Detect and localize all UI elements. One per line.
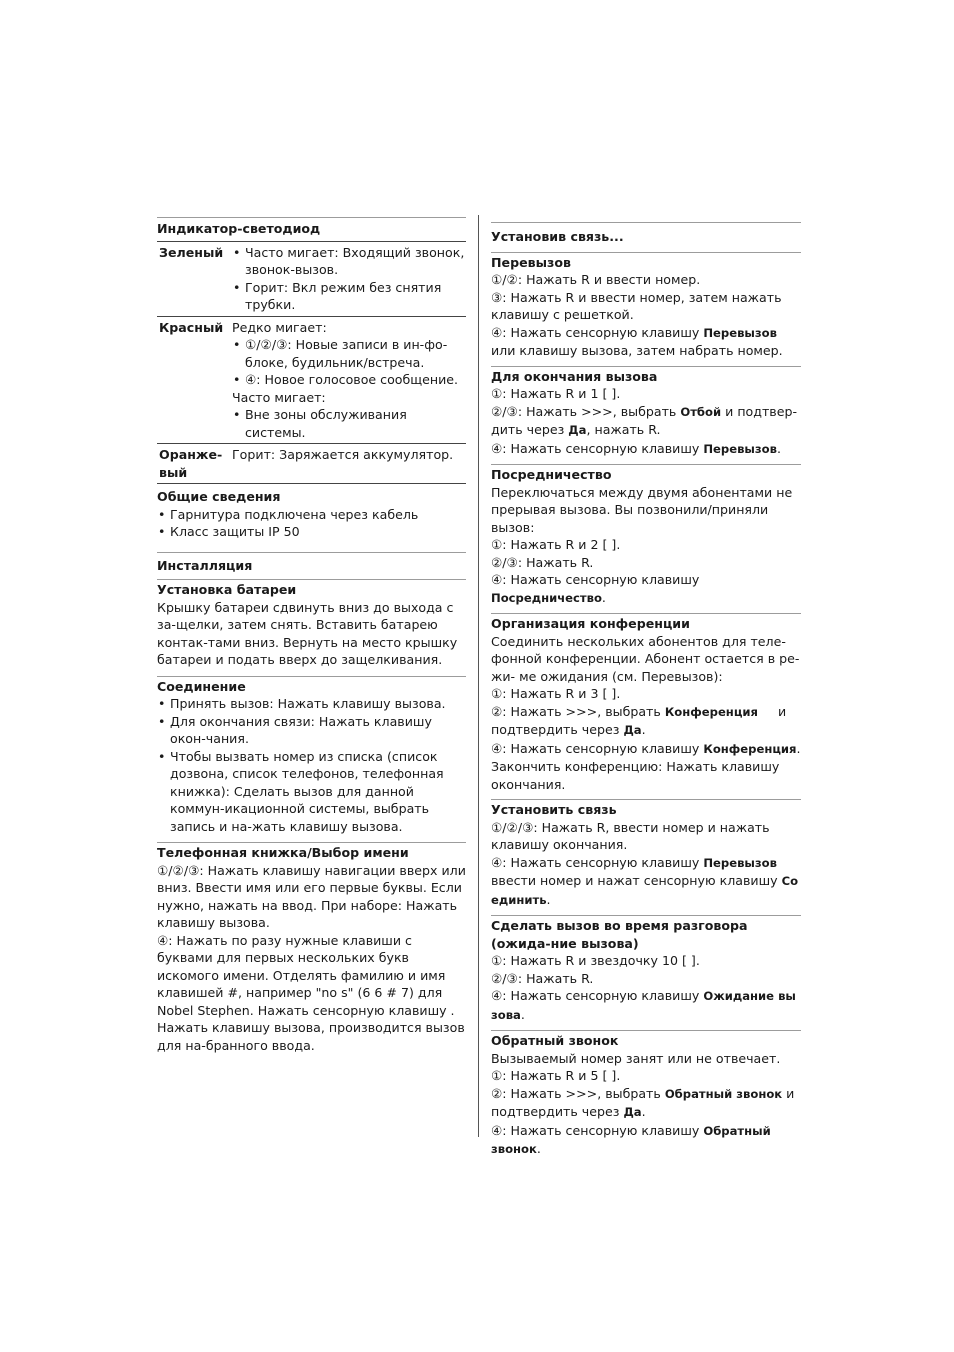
text-run: ④: Нажать сенсорную клавишу [491,324,704,340]
indicator-color-red: Красный [157,316,232,444]
conference-line-1: ①: Нажать R и 3 [ ]. [491,686,621,701]
text-run: и подтвердить через [491,1085,795,1119]
connected-title: Установив связь... [491,229,624,244]
text-run: . [601,589,606,605]
text-run: ④: Нажать сенсорную клавишу [491,740,704,756]
phonebook-text-2: ④: Нажать по разу нужные клавиши с буквами для первых нескольких букв искомого имени. Отделять фамилию и имя клавишей #, например "no s" (6 6 # 7) для Nobel Stephen. Нажать сенсорную клавишу . Нажать клавишу вызова, производится вызов для на-бранного ввода. [157,932,465,1053]
endcall-line-1: ①: Нажать R и 1 [ ]. [491,386,621,401]
softkey-label: Конференция [664,704,758,719]
text-run: . [546,891,551,907]
softkey-label: Да [623,1105,642,1119]
right-column [491,222,801,1159]
broker-title: Посредничество [491,467,612,482]
phonebook-text-1: ①/②/③: Нажать клавишу навигации вверх или вниз. Ввести имя или его первые буквы. Если нужно, нажать на ввод. При наборе: Нажать клавишу вызова. [157,862,466,930]
left-column [157,217,466,1054]
softkey-label: Обратный звонок [491,1123,771,1156]
softkey-label: Да [623,723,642,737]
recall-line-3 [491,324,801,360]
list-item: • Часто мигает: Входящий звонок, звонок-вызов. [232,244,466,279]
indicator-color-green: Зеленый [159,244,224,260]
connection-title: Соединение [157,678,246,694]
general-list [157,506,466,541]
list-item: • ④: Новое голосовое сообщение. [232,371,466,389]
conference-line-4: Закончить конференцию: Нажать клавишу окончания. [491,759,780,792]
indicator-line: Горит: Заряжается аккумулятор. [232,447,454,462]
text-run: . [520,1006,525,1022]
text-run: ②: Нажать >>>, выбрать [491,703,665,719]
broker-text: Переключаться между двумя абонентами не прерывая вызова. Вы позвонили/приняли вызов: [491,484,793,535]
establish-line-1: ①/②/③: Нажать R, ввести номер и нажать клавишу окончания. [491,819,770,852]
broker-line-1: ①: Нажать R и 2 [ ]. [491,537,621,552]
recall-line-2: ③: Нажать R и ввести номер, затем нажать клавишу с решеткой. [491,289,782,322]
endcall-line-3 [491,440,801,459]
text-run: . [796,740,801,756]
text-run: ④: Нажать сенсорную клавишу [491,440,704,456]
connection-list [157,695,466,835]
indicator-table [157,241,466,485]
softkey-label: Посредничество [491,590,602,605]
column-divider [478,215,479,1137]
list-item: • Класс защиты IP 50 [157,523,466,541]
battery-title: Установка батареи [157,582,297,597]
establish-line-2 [491,854,801,910]
text-run: ввести номер и нажат сенсорную клавишу [491,873,782,888]
softkey-label: Конференция [703,741,797,756]
callback-line-3 [491,1122,801,1159]
indicator-desc [232,316,466,444]
conference-line-3 [491,740,801,759]
text-run: и подтвер-дить через [491,403,798,437]
waiting-title: Сделать вызов во время разговора (ожида-ние вызова) [491,918,748,951]
battery-text: Крышку батареи сдвинуть вниз до выхода с за-щелки, затем снять. Вставить батарею контак-тами вниз. Вернуть на место крышку батареи и подать вверх до защелкивания. [157,599,458,667]
waiting-line-2: ②/③: Нажать R. [491,970,594,986]
endcall-title: Для окончания вызова [491,368,658,384]
text-run: , нажать R. [586,422,661,437]
text-run: . [776,440,781,456]
softkey-label: Обратный звонок [664,1086,783,1101]
softkey-label: Да [568,423,587,437]
text-run: ②: Нажать >>>, выбрать [491,1085,665,1101]
callback-line-2 [491,1085,801,1122]
indicator-line: Редко мигает: [232,319,327,335]
list-item: • Принять вызов: Нажать клавишу вызова. [157,695,466,713]
indicator-line: Часто мигает: [232,389,326,405]
text-run: ④: Нажать сенсорную клавишу [491,988,704,1003]
text-run: . [641,722,646,737]
recall-title: Перевызов [491,254,571,270]
list-item: • Гарнитура подключена через кабель [157,506,466,524]
conference-text: Соединить нескольких абонентов для теле-фонной конференции. Абонент остается в ре-жи- ме ожидания (см. Перевызов): [491,633,800,684]
text-run: . [641,1104,646,1119]
table-row [157,316,466,444]
text-run: ④: Нажать сенсорную клавишу [491,572,700,587]
establish-title: Установить связь [491,802,617,817]
softkey-label: Ожидание вы зова [491,989,796,1022]
softkey-label: Перевызов [703,855,777,870]
list-item: • ①/②/③: Новые записи в ин-фо-блоке, будильник/встреча. [232,336,466,371]
list-item: • Горит: Вкл режим без снятия трубки. [232,279,466,314]
text-run: ④: Нажать сенсорную клавишу [491,854,704,870]
text-run: и подтвердить через [491,703,791,737]
indicator-desc [232,444,466,484]
waiting-line-3 [491,987,801,1024]
broker-line-3 [491,571,801,607]
general-title: Общие сведения [157,489,281,504]
table-row [157,241,466,316]
callback-text: Вызываемый номер занят или не отвечает. [491,1050,781,1066]
softkey-label: Отбой [680,404,722,419]
list-item: • Чтобы вызвать номер из списка (список дозвона, список телефонов, телефонная книжка): Сделать вызов для данной коммун-икационной системы, выбрать запись и на-жать клавишу вызова. [157,748,466,836]
text-run: ④: Нажать сенсорную клавишу [491,1122,704,1138]
broker-line-2: ②/③: Нажать R. [491,554,594,570]
callback-line-1: ①: Нажать R и 5 [ ]. [491,1068,621,1083]
conference-title: Организация конференции [491,616,690,631]
softkey-label: Перевызов [703,441,777,456]
indicator-title: Индикатор-светодиод [157,221,321,236]
text-run: ②/③: Нажать >>>, выбрать [491,403,681,419]
table-row [157,444,466,484]
softkey-label: Со единить [491,874,799,907]
recall-line-1: ①/②: Нажать R и ввести номер. [491,272,701,287]
indicator-color-orange: Оранже-вый [157,444,232,484]
list-item: • Для окончания связи: Нажать клавишу окон-чания. [157,713,466,748]
waiting-line-1: ①: Нажать R и звездочку 10 [ ]. [491,953,700,968]
indicator-desc [232,241,466,316]
conference-line-2 [491,703,801,740]
callback-title: Обратный звонок [491,1033,619,1048]
list-item: • Вне зоны обслуживания системы. [232,406,466,441]
text-run: . [536,1141,541,1156]
install-title: Инсталляция [157,557,253,573]
softkey-label: Перевызов [703,325,777,340]
endcall-line-2 [491,403,801,440]
text-run: или клавишу вызова, затем набрать номер. [491,343,783,358]
phonebook-title: Телефонная книжка/Выбор имени [157,845,409,860]
